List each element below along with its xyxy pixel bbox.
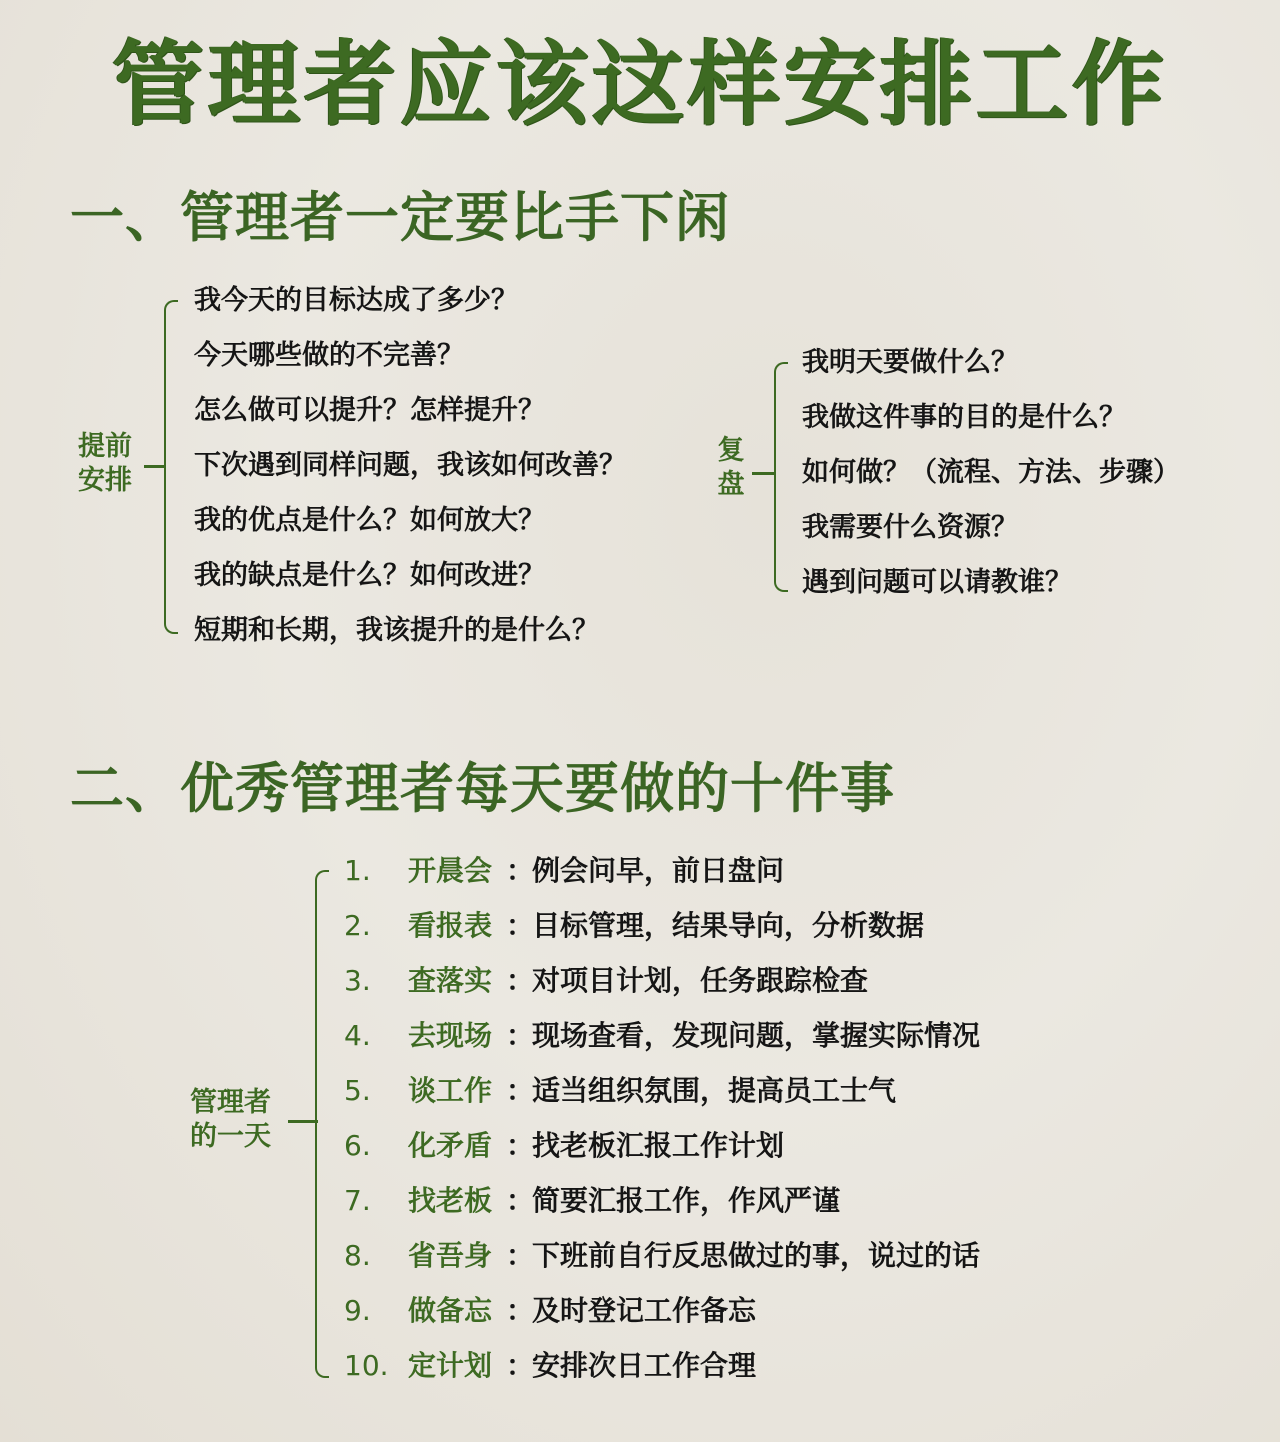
task-keyword: 做备忘 [408, 1294, 493, 1327]
task-description: 适当组织氛围，提高员工士气 [532, 1074, 897, 1107]
right-question: 我明天要做什么？ [802, 347, 1018, 378]
left-bracket [164, 300, 178, 634]
task-colon: ： [506, 1129, 535, 1162]
task-description: 安排次日工作合理 [532, 1349, 757, 1382]
task-keyword: 谈工作 [408, 1074, 493, 1107]
task-description: 现场查看，发现问题，掌握实际情况 [532, 1019, 981, 1052]
task-keyword: 找老板 [408, 1184, 493, 1217]
day-bracket-connector [288, 1120, 318, 1123]
task-number: 6. [344, 1129, 371, 1162]
task-colon: ： [506, 1019, 535, 1052]
task-description: 及时登记工作备忘 [532, 1294, 757, 1327]
task-keyword: 开晨会 [408, 854, 493, 887]
task-number: 2. [344, 909, 371, 942]
task-number: 8. [344, 1239, 371, 1272]
task-colon: ： [506, 1074, 535, 1107]
day-bracket [315, 870, 329, 1378]
left-bracket-connector [144, 465, 166, 468]
left-question: 短期和长期，我该提升的是什么？ [194, 615, 599, 646]
task-number: 1. [344, 854, 371, 887]
task-number: 9. [344, 1294, 371, 1327]
task-colon: ： [506, 1294, 535, 1327]
task-description: 例会问早，前日盘问 [532, 854, 785, 887]
task-colon: ： [506, 1184, 535, 1217]
task-keyword: 去现场 [408, 1019, 493, 1052]
task-number: 3. [344, 964, 371, 997]
right-bracket-connector [752, 472, 776, 475]
task-colon: ： [506, 1349, 535, 1382]
left-question: 下次遇到同样问题，我该如何改善？ [194, 450, 626, 481]
task-number: 10. [344, 1349, 389, 1382]
left-question: 怎么做可以提升？怎样提升？ [194, 395, 545, 426]
page-title: 管理者应该这样安排工作 [111, 31, 1168, 138]
task-description: 找老板汇报工作计划 [532, 1129, 785, 1162]
task-number: 5. [344, 1074, 371, 1107]
left-group-label: 提前安排 [78, 431, 132, 496]
section-1-heading: 一、管理者一定要比手下闲 [70, 186, 730, 249]
task-description: 下班前自行反思做过的事，说过的话 [532, 1239, 981, 1272]
task-keyword: 查落实 [408, 964, 493, 997]
day-group-label: 管理者的一天 [190, 1087, 271, 1152]
right-group-label: 复盘 [717, 435, 745, 500]
task-colon: ： [506, 909, 535, 942]
right-question: 如何做？（流程、方法、步骤） [802, 457, 1180, 488]
task-description: 简要汇报工作，作风严谨 [532, 1184, 841, 1217]
left-question: 我的优点是什么？如何放大？ [194, 505, 545, 536]
left-question: 今天哪些做的不完善？ [194, 340, 464, 371]
task-colon: ： [506, 854, 535, 887]
task-keyword: 定计划 [408, 1349, 493, 1382]
task-colon: ： [506, 964, 535, 997]
left-question: 我今天的目标达成了多少？ [194, 285, 518, 316]
right-question: 我需要什么资源？ [802, 512, 1018, 543]
right-question: 遇到问题可以请教谁？ [802, 567, 1072, 598]
task-keyword: 化矛盾 [408, 1129, 493, 1162]
task-description: 目标管理，结果导向，分析数据 [532, 909, 925, 942]
task-keyword: 看报表 [408, 909, 493, 942]
left-question: 我的缺点是什么？如何改进？ [194, 560, 545, 591]
section-2-heading: 二、优秀管理者每天要做的十件事 [70, 757, 895, 820]
task-number: 4. [344, 1019, 371, 1052]
task-description: 对项目计划，任务跟踪检查 [532, 964, 869, 997]
task-colon: ： [506, 1239, 535, 1272]
task-keyword: 省吾身 [408, 1239, 493, 1272]
right-question: 我做这件事的目的是什么？ [802, 402, 1126, 433]
right-bracket [774, 362, 788, 592]
task-number: 7. [344, 1184, 371, 1217]
